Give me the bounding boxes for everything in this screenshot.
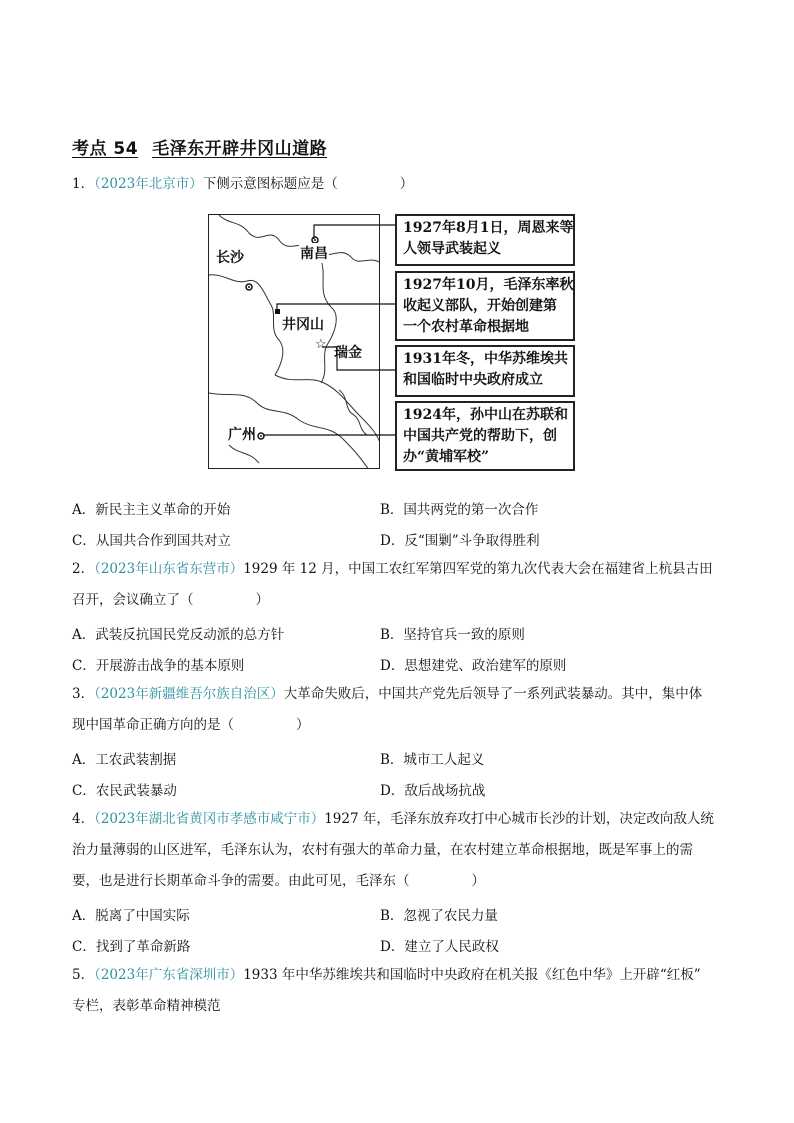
question-2-cont: 召开，会议确立了（ ） [72,592,269,608]
map-label-jinggangshan: 井冈山 [281,314,325,334]
q3-option-b[interactable]: B．城市工人起义 [380,752,485,768]
q2-option-b[interactable]: B．坚持官兵一致的原则 [380,627,525,643]
q1-option-d[interactable]: D．反“围剿”斗争取得胜利 [380,533,540,549]
q3-option-a[interactable]: A．工农武装割据 [72,752,177,768]
q3-option-c[interactable]: C．农民武装暴动 [72,783,177,799]
q4-option-a[interactable]: A．脱离了中国实际 [72,908,190,924]
question-source: （2023年山东省东营市） [94,561,244,577]
question-2: 2．（2023年山东省东营市）1929 年 12 月，中国工农红军第四军党的第九次代表大会在福建省上杭县古田 [72,561,713,577]
q4-option-b[interactable]: B．忽视了农民力量 [380,908,498,924]
question-source: （2023年广东省深圳市） [94,967,244,983]
question-3-cont: 现中国革命正确方向的是（ ） [72,717,310,733]
callout-nanchang: 1927年8月1日，周恩来等 人领导武装起义 [395,214,575,266]
question-4-cont-2: 要，也是进行长期革命斗争的需要。由此可见，毛泽东（ ） [72,873,485,889]
q4-option-c[interactable]: C．找到了革命新路 [72,939,191,955]
question-5-cont: 专栏，表彰革命精神模范 [72,998,221,1014]
callout-jinggangshan: 1927年10月，毛泽东率秋 收起义部队，开始创建第 一个农村革命根据地 [395,271,575,341]
q1-option-b[interactable]: B．国共两党的第一次合作 [380,502,539,518]
q1-option-c[interactable]: C．从国共合作到国共对立 [72,533,231,549]
historical-map [208,214,380,469]
map-label-changsha: 长沙 [215,247,245,267]
q4-option-d[interactable]: D．建立了人民政权 [380,939,499,955]
question-4-cont-1: 治力量薄弱的山区进军，毛泽东认为，农村有强大的革命力量，在农村建立革命根据地，既是军事上的需 [72,842,693,858]
map-label-guangzhou: 广州 [227,424,257,444]
ruijin-star-icon: ☆ [315,337,327,352]
callout-guangzhou: 1924年，孙中山在苏联和 中国共产党的帮助下，创 办“黄埔军校” [395,401,575,471]
map-label-ruijin: 瑞金 [333,342,363,362]
question-1: 1．（2023年北京市）下侧示意图标题应是（ ） [72,176,414,192]
question-4: 4．（2023年湖北省黄冈市孝感市咸宁市）1927 年，毛泽东放弃攻打中心城市长沙的计划，决定改向敌人统 [72,811,714,827]
section-text: 毛泽东开辟井冈山道路 [152,139,328,159]
q2-option-d[interactable]: D．思想建党、政治建军的原则 [380,658,567,674]
q1-option-a[interactable]: A．新民主主义革命的开始 [72,502,231,518]
callout-ruijin: 1931年冬，中华苏维埃共 和国临时中央政府成立 [395,345,575,397]
question-source: （2023年湖北省黄冈市孝感市咸宁市） [94,811,325,827]
section-number: 考点 54 [72,139,139,159]
section-title [72,134,327,159]
q3-option-d[interactable]: D．敌后战场抗战 [380,783,486,799]
q2-option-a[interactable]: A．武装反抗国民党反动派的总方针 [72,627,285,643]
question-source: （2023年北京市） [94,176,203,192]
question-5: 5．（2023年广东省深圳市）1933 年中华苏维埃共和国临时中央政府在机关报《红色中华》上开辟“红板” [72,967,701,983]
q2-option-c[interactable]: C．开展游击战争的基本原则 [72,658,245,674]
map-label-nanchang: 南昌 [299,243,329,263]
question-3: 3．（2023年新疆维吾尔族自治区）大革命失败后，中国共产党先后领导了一系列武装暴动。其中，集中体 [72,686,703,702]
question-source: （2023年新疆维吾尔族自治区） [94,686,284,702]
